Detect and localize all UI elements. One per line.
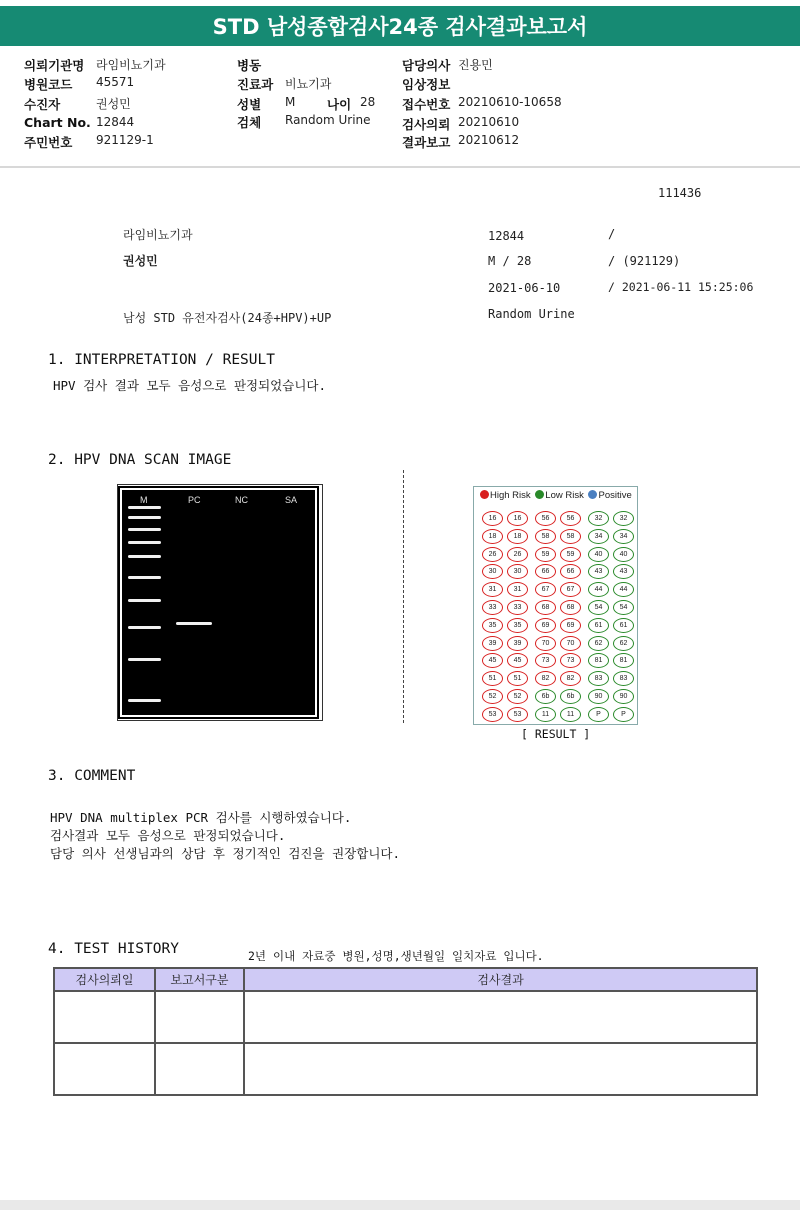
hdr-value: M bbox=[285, 95, 296, 109]
section-comment-title: 3. COMMENT bbox=[48, 768, 136, 784]
table-cell bbox=[54, 1043, 155, 1095]
hpv-probe-spot: 73 bbox=[535, 653, 556, 668]
hpv-probe-spot: 62 bbox=[613, 636, 634, 651]
hpv-probe-spot: 73 bbox=[560, 653, 581, 668]
hpv-probe-spot: 6b bbox=[560, 689, 581, 704]
hpv-probe-spot: 83 bbox=[613, 671, 634, 686]
hdr-value: 28 bbox=[360, 95, 376, 109]
hpv-probe-spot: 43 bbox=[588, 564, 609, 579]
document-number: 111436 bbox=[658, 186, 702, 200]
request-date: 2021-06-10 bbox=[488, 281, 561, 295]
comment-line: 검사결과 모두 음성으로 판정되었습니다. bbox=[50, 828, 286, 843]
birth-date: / (921129) bbox=[608, 254, 681, 268]
hdr-value: 권성민 bbox=[96, 97, 131, 111]
hpv-probe-spot: 66 bbox=[560, 564, 581, 579]
hpv-probe-spot: 44 bbox=[588, 582, 609, 597]
hpv-probe-spot: 34 bbox=[613, 529, 634, 544]
table-cell bbox=[244, 991, 757, 1043]
hpv-probe-spot: 61 bbox=[613, 618, 634, 633]
hpv-probe-spot: 40 bbox=[588, 547, 609, 562]
hdr-label: 결과보고 bbox=[402, 135, 451, 150]
section-history-title: 4. TEST HISTORY bbox=[48, 941, 179, 957]
hpv-probe-spot: P bbox=[613, 707, 634, 722]
specimen: Random Urine bbox=[488, 307, 575, 321]
hdr-value: 20210610-10658 bbox=[458, 95, 562, 109]
hpv-probe-spot: 33 bbox=[507, 600, 528, 615]
hpv-probe-spot: 43 bbox=[613, 564, 634, 579]
hpv-probe-spot: 67 bbox=[535, 582, 556, 597]
hpv-probe-spot: 53 bbox=[482, 707, 503, 722]
hdr-label: 검사의뢰 bbox=[402, 117, 451, 132]
comment-line: HPV DNA multiplex PCR 검사를 시행하였습니다. bbox=[50, 810, 352, 825]
hdr-label: 검체 bbox=[237, 115, 262, 130]
table-cell bbox=[155, 1043, 244, 1095]
hpv-probe-spot: 68 bbox=[535, 600, 556, 615]
hpv-probe-spot: 52 bbox=[482, 689, 503, 704]
hdr-value: 20210610 bbox=[458, 115, 520, 129]
hdr-label: 병동 bbox=[237, 58, 262, 73]
hpv-probe-spot: 30 bbox=[507, 564, 528, 579]
hpv-probe-spot: 82 bbox=[560, 671, 581, 686]
hpv-probe-spot: 18 bbox=[507, 529, 528, 544]
hpv-probe-spot: 59 bbox=[535, 547, 556, 562]
hpv-probe-spot: 16 bbox=[482, 511, 503, 526]
history-table bbox=[53, 967, 758, 1096]
hpv-probe-spot: 58 bbox=[560, 529, 581, 544]
hpv-probe-spot: 16 bbox=[507, 511, 528, 526]
hpv-probe-spot: 90 bbox=[613, 689, 634, 704]
marker-band bbox=[128, 599, 161, 602]
history-note: 2년 이내 자료중 병원,성명,생년월일 일치자료 입니다. bbox=[248, 949, 544, 963]
report-title: STD 남성종합검사24종 검사결과보고서 bbox=[212, 15, 588, 39]
hpv-probe-spot: 30 bbox=[482, 564, 503, 579]
report-header bbox=[0, 50, 800, 168]
hpv-probe-spot: 69 bbox=[560, 618, 581, 633]
page-footer bbox=[0, 1200, 800, 1210]
hdr-value: 진용민 bbox=[458, 58, 493, 72]
table-row bbox=[54, 1043, 757, 1095]
marker-band bbox=[128, 541, 161, 544]
hdr-value: 20210612 bbox=[458, 133, 520, 147]
hpv-probe-spot: 34 bbox=[588, 529, 609, 544]
hdr-label: Chart No. bbox=[24, 115, 91, 130]
hdr-label: 접수번호 bbox=[402, 97, 451, 112]
hpv-probe-spot: 82 bbox=[535, 671, 556, 686]
hpv-probe-spot: 45 bbox=[507, 653, 528, 668]
hpv-probe-spot: 35 bbox=[507, 618, 528, 633]
high-risk-dot-icon bbox=[480, 490, 489, 499]
hpv-probe-spot: 68 bbox=[560, 600, 581, 615]
hdr-label: 성별 bbox=[237, 97, 262, 112]
marker-band bbox=[128, 516, 161, 519]
col-header: 보고서구분 bbox=[155, 968, 244, 991]
chip-caption: [ RESULT ] bbox=[521, 727, 591, 741]
hdr-label: 병원코드 bbox=[24, 77, 73, 92]
patient-name: 권성민 bbox=[123, 254, 158, 268]
hpv-probe-spot: 26 bbox=[507, 547, 528, 562]
hpv-probe-spot: 56 bbox=[535, 511, 556, 526]
lane-label: PC bbox=[188, 495, 201, 505]
hpv-probe-spot: 62 bbox=[588, 636, 609, 651]
col-header: 검사결과 bbox=[244, 968, 757, 991]
separator: / bbox=[608, 227, 616, 241]
table-cell bbox=[244, 1043, 757, 1095]
chip-legend bbox=[478, 490, 632, 501]
marker-band bbox=[128, 506, 161, 509]
hpv-probe-spot: 35 bbox=[482, 618, 503, 633]
hpv-probe-spot: 44 bbox=[613, 582, 634, 597]
hpv-probe-spot: 45 bbox=[482, 653, 503, 668]
table-cell bbox=[155, 991, 244, 1043]
hpv-probe-spot: 32 bbox=[613, 511, 634, 526]
marker-band bbox=[128, 699, 161, 702]
hpv-probe-spot: 52 bbox=[507, 689, 528, 704]
hpv-probe-spot: 58 bbox=[535, 529, 556, 544]
report-datetime: / 2021-06-11 15:25:06 bbox=[608, 280, 754, 294]
marker-band bbox=[128, 555, 161, 558]
interpretation-text: HPV 검사 결과 모두 음성으로 판정되었습니다. bbox=[53, 378, 327, 393]
hdr-value: Random Urine bbox=[285, 113, 371, 127]
hpv-probe-spot: 67 bbox=[560, 582, 581, 597]
hpv-probe-spot: 90 bbox=[588, 689, 609, 704]
low-risk-dot-icon bbox=[535, 490, 544, 499]
hdr-value: 라임비뇨기과 bbox=[96, 58, 166, 72]
hdr-value: 45571 bbox=[96, 75, 135, 89]
hpv-probe-spot: 56 bbox=[560, 511, 581, 526]
hpv-probe-spot: 59 bbox=[560, 547, 581, 562]
hdr-label: 수진자 bbox=[24, 97, 61, 112]
history-header-row bbox=[54, 968, 757, 991]
hdr-label: 주민번호 bbox=[24, 135, 73, 150]
positive-dot-icon bbox=[588, 490, 597, 499]
hdr-value: 비뇨기과 bbox=[285, 77, 332, 91]
hpv-probe-spot: 26 bbox=[482, 547, 503, 562]
hdr-label: 진료과 bbox=[237, 77, 274, 92]
hpv-probe-spot: 32 bbox=[588, 511, 609, 526]
hpv-probe-spot: 51 bbox=[507, 671, 528, 686]
marker-band bbox=[128, 626, 161, 629]
hdr-value: 12844 bbox=[96, 115, 135, 129]
hpv-probe-spot: 61 bbox=[588, 618, 609, 633]
marker-band bbox=[128, 528, 161, 531]
table-row bbox=[54, 991, 757, 1043]
image-divider bbox=[403, 470, 404, 723]
clinic-name: 라임비뇨기과 bbox=[123, 228, 193, 242]
section-interpretation-title: 1. INTERPRETATION / RESULT bbox=[48, 352, 275, 368]
hpv-probe-spot: 31 bbox=[482, 582, 503, 597]
legend-label: High Risk bbox=[490, 490, 531, 501]
hpv-probe-spot: 70 bbox=[560, 636, 581, 651]
sex-age: M / 28 bbox=[488, 254, 532, 268]
gel-electrophoresis-image bbox=[122, 490, 315, 715]
hpv-probe-spot: P bbox=[588, 707, 609, 722]
marker-band bbox=[128, 576, 161, 579]
legend-label: Low Risk bbox=[545, 490, 584, 501]
lane-label: M bbox=[140, 495, 148, 505]
hpv-probe-spot: 83 bbox=[588, 671, 609, 686]
hpv-probe-spot: 70 bbox=[535, 636, 556, 651]
hdr-value: 921129-1 bbox=[96, 133, 154, 147]
table-cell bbox=[54, 991, 155, 1043]
hpv-probe-spot: 40 bbox=[613, 547, 634, 562]
pc-band bbox=[176, 622, 212, 625]
legend-label: Positive bbox=[598, 490, 632, 501]
hpv-probe-spot: 51 bbox=[482, 671, 503, 686]
section-scan-title: 2. HPV DNA SCAN IMAGE bbox=[48, 452, 232, 468]
hpv-probe-spot: 66 bbox=[535, 564, 556, 579]
comment-line: 담당 의사 선생님과의 상담 후 정기적인 검진을 권장합니다. bbox=[50, 846, 401, 861]
lane-label: NC bbox=[235, 495, 248, 505]
hpv-probe-spot: 81 bbox=[588, 653, 609, 668]
hdr-label: 의뢰기관명 bbox=[24, 58, 85, 73]
hdr-label: 임상정보 bbox=[402, 77, 451, 92]
hpv-probe-spot: 6b bbox=[535, 689, 556, 704]
hpv-probe-spot: 11 bbox=[535, 707, 556, 722]
hpv-probe-spot: 33 bbox=[482, 600, 503, 615]
hpv-probe-spot: 39 bbox=[482, 636, 503, 651]
hpv-probe-spot: 31 bbox=[507, 582, 528, 597]
hpv-probe-spot: 11 bbox=[560, 707, 581, 722]
hdr-label: 담당의사 bbox=[402, 58, 451, 73]
hdr-label: 나이 bbox=[327, 97, 352, 112]
hpv-probe-spot: 18 bbox=[482, 529, 503, 544]
hpv-probe-spot: 54 bbox=[588, 600, 609, 615]
chart-number: 12844 bbox=[488, 229, 525, 243]
marker-band bbox=[128, 658, 161, 661]
test-name: 남성 STD 유전자검사(24종+HPV)+UP bbox=[123, 311, 332, 325]
hpv-probe-spot: 54 bbox=[613, 600, 634, 615]
lane-label: SA bbox=[285, 495, 298, 505]
hpv-probe-spot: 81 bbox=[613, 653, 634, 668]
hpv-probe-spot: 53 bbox=[507, 707, 528, 722]
hpv-probe-spot: 39 bbox=[507, 636, 528, 651]
hpv-chip-result bbox=[473, 486, 638, 725]
report-title-bar bbox=[0, 6, 800, 46]
hpv-probe-spot: 69 bbox=[535, 618, 556, 633]
col-header: 검사의뢰일 bbox=[54, 968, 155, 991]
